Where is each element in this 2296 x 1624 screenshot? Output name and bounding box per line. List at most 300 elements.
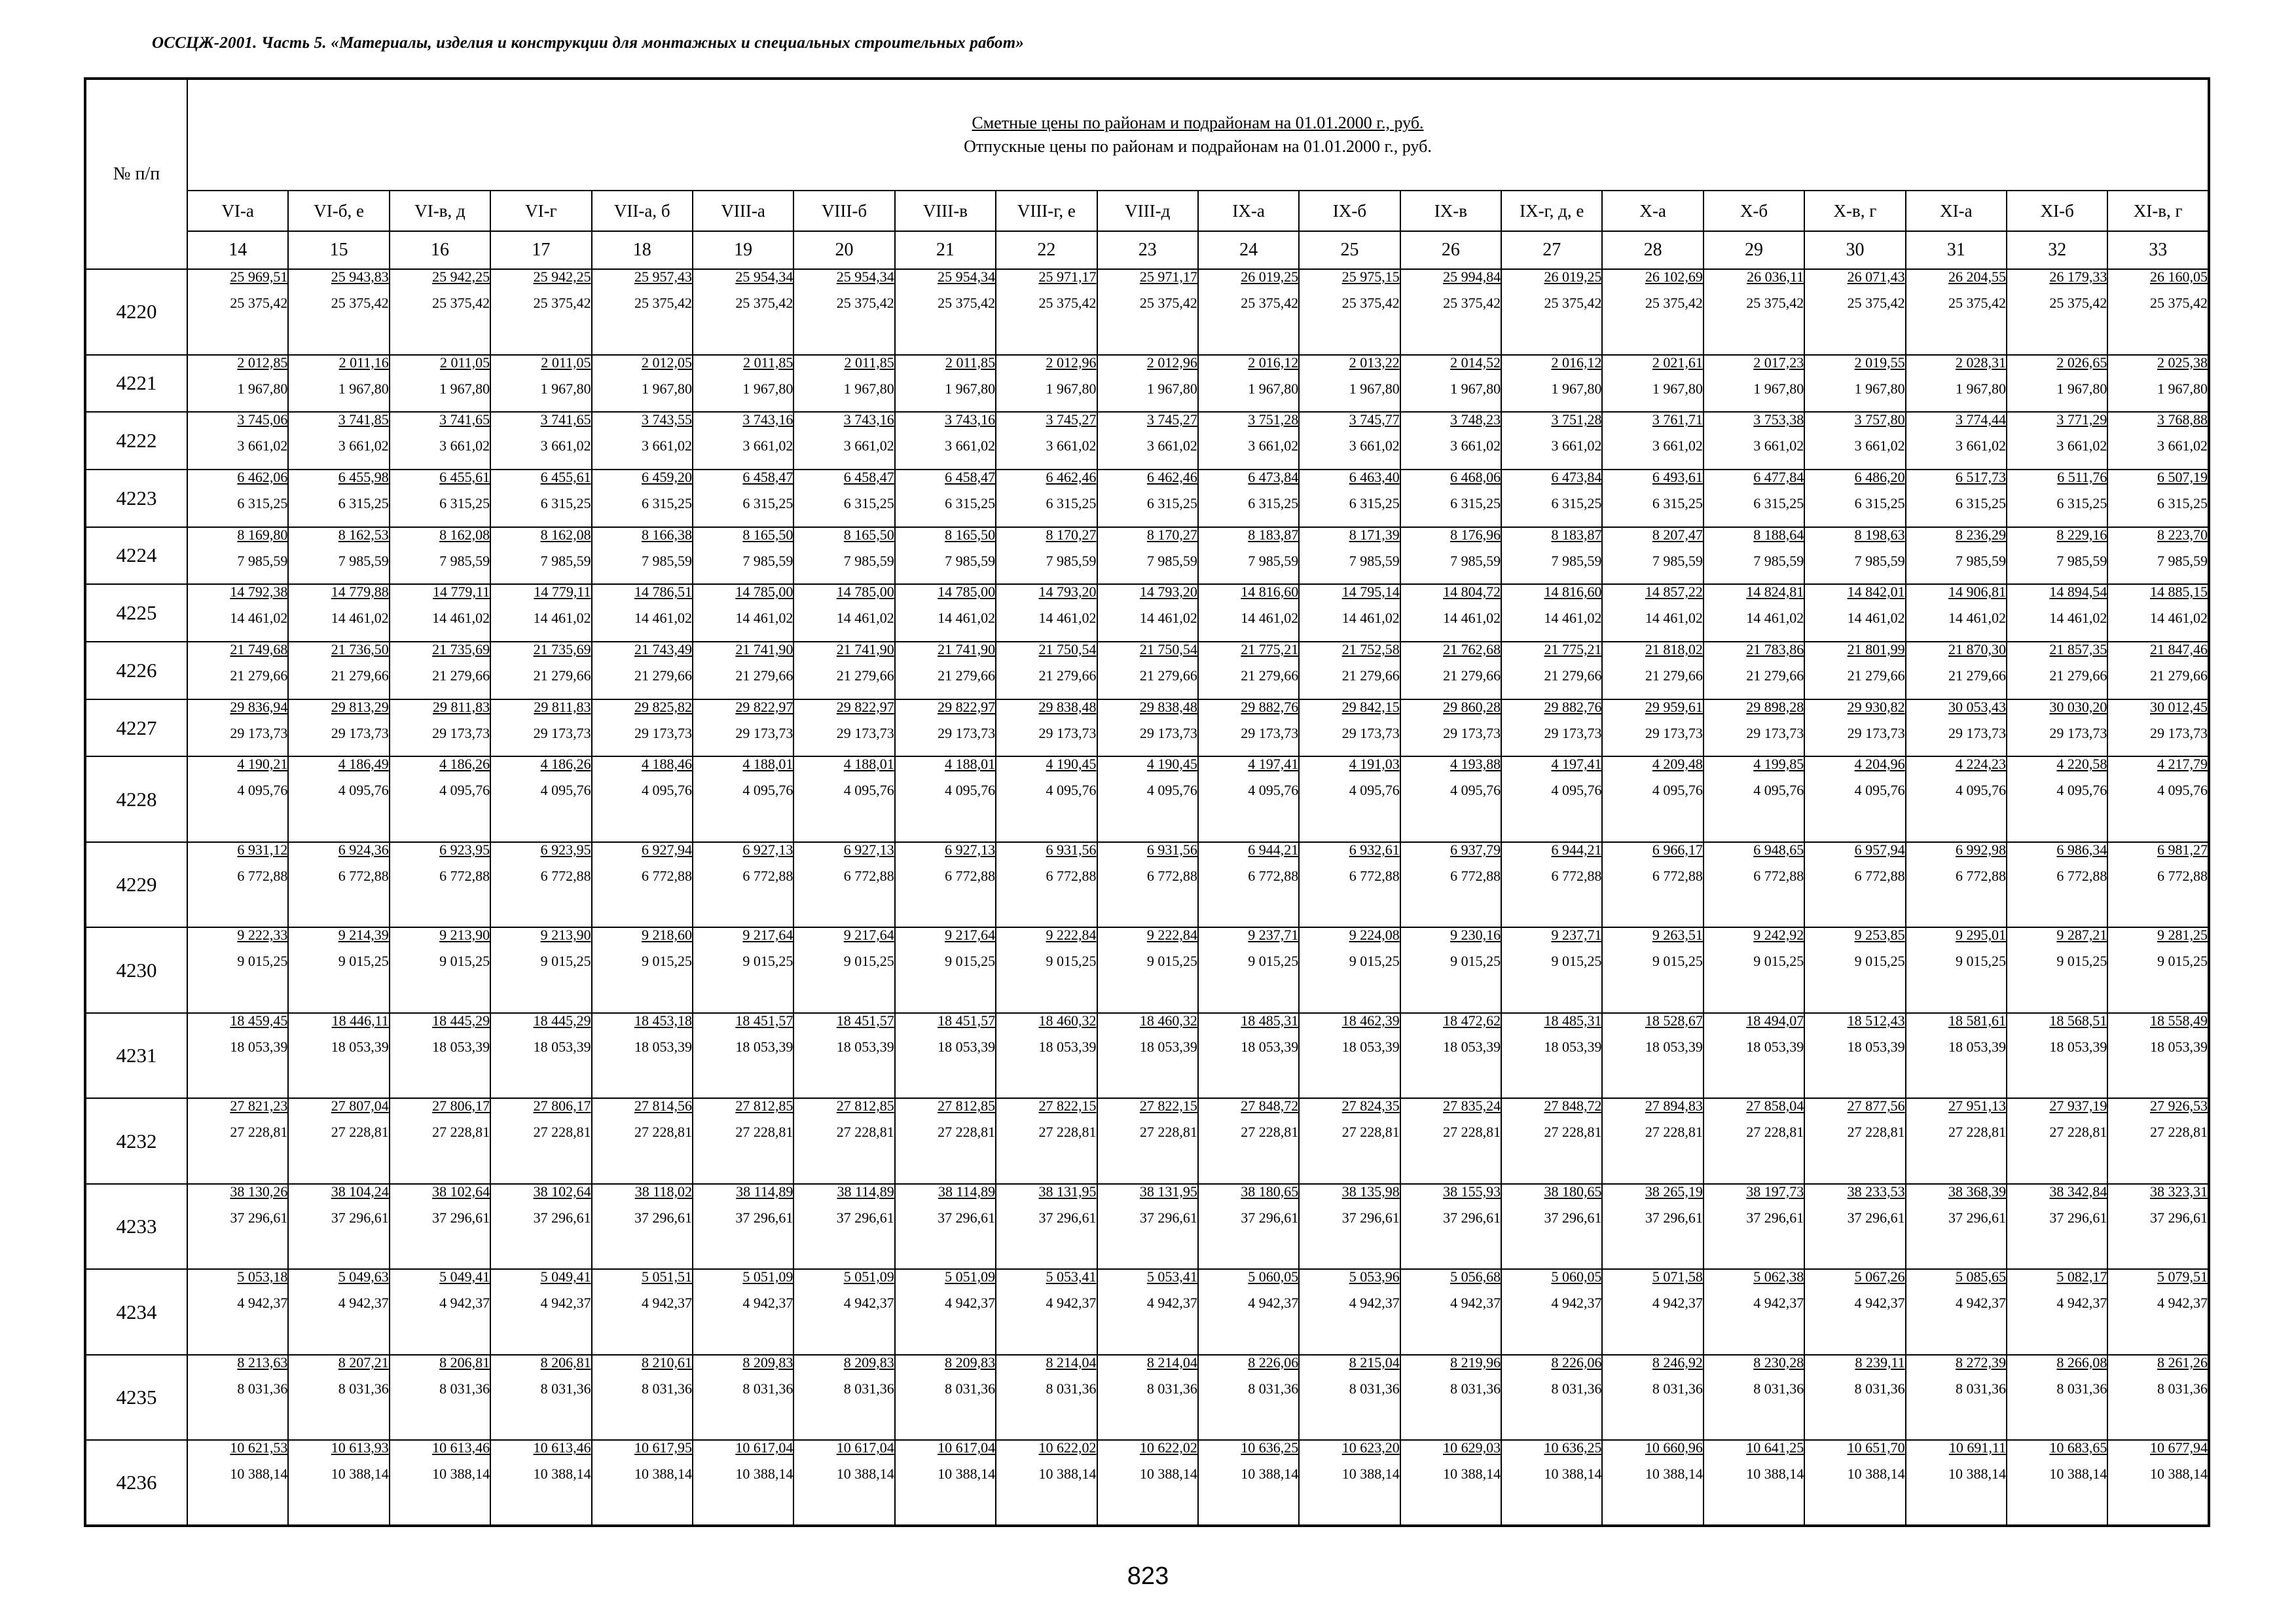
column-number: 20 xyxy=(793,231,894,269)
estimate-price: 6 459,20 xyxy=(641,468,692,485)
release-price: 14 461,02 xyxy=(938,610,996,627)
release-price: 6 772,88 xyxy=(1146,867,1197,884)
price-cell xyxy=(390,756,490,842)
estimate-price: 4 193,88 xyxy=(1450,756,1501,773)
estimate-price: 5 051,09 xyxy=(945,1268,996,1285)
price-cell xyxy=(1704,1098,1804,1184)
price-cell xyxy=(1704,1184,1804,1270)
estimate-price: 4 197,41 xyxy=(1551,756,1602,773)
estimate-price: 5 049,41 xyxy=(540,1268,591,1285)
estimate-price: 8 165,50 xyxy=(843,526,894,543)
price-cell xyxy=(1602,927,1703,1013)
estimate-price: 4 188,01 xyxy=(742,756,793,773)
release-price: 7 985,59 xyxy=(1753,552,1804,569)
release-price: 27 228,81 xyxy=(1746,1124,1804,1141)
estimate-price: 10 677,94 xyxy=(2150,1439,2208,1456)
price-cell xyxy=(490,584,591,642)
zone-header: VIII-в xyxy=(895,191,996,231)
price-cell xyxy=(1804,756,1905,842)
release-price: 29 173,73 xyxy=(1645,724,1703,741)
estimate-price: 38 135,98 xyxy=(1341,1183,1400,1200)
release-price: 3 661,02 xyxy=(2056,437,2107,454)
estimate-price: 6 462,46 xyxy=(1146,468,1197,485)
price-cell xyxy=(2107,1355,2209,1441)
estimate-price: 3 741,85 xyxy=(338,411,389,428)
estimate-price: 14 779,11 xyxy=(432,583,490,600)
price-cell xyxy=(592,1098,693,1184)
estimate-price: 26 160,05 xyxy=(2150,268,2208,285)
estimate-price: 30 012,45 xyxy=(2150,698,2208,715)
estimate-price: 8 206,81 xyxy=(439,1354,490,1371)
price-cell xyxy=(1400,1013,1501,1099)
release-price: 21 279,66 xyxy=(2049,667,2107,684)
price-cell xyxy=(2107,642,2209,699)
estimate-price: 8 219,96 xyxy=(1450,1354,1501,1371)
price-cell xyxy=(2107,1440,2209,1526)
column-number: 32 xyxy=(2007,231,2107,269)
release-price: 8 031,36 xyxy=(1652,1380,1703,1397)
release-price: 6 315,25 xyxy=(1046,494,1097,511)
price-cell xyxy=(1602,699,1703,757)
price-cell xyxy=(1198,1098,1299,1184)
estimate-price: 9 281,25 xyxy=(2157,927,2208,944)
release-price: 10 388,14 xyxy=(1139,1466,1197,1483)
price-cell xyxy=(2107,699,2209,757)
table-row xyxy=(85,699,2209,757)
price-cell xyxy=(996,1355,1097,1441)
table-row xyxy=(85,1098,2209,1184)
release-price: 4 095,76 xyxy=(1349,782,1400,799)
price-cell xyxy=(2007,1269,2107,1355)
estimate-price: 10 613,93 xyxy=(331,1439,389,1456)
price-cell xyxy=(996,412,1097,470)
estimate-price: 18 568,51 xyxy=(2049,1012,2107,1029)
price-cell xyxy=(1602,842,1703,928)
estimate-price: 6 463,40 xyxy=(1349,468,1400,485)
price-cell xyxy=(895,842,996,928)
estimate-price: 9 218,60 xyxy=(641,927,692,944)
row-number: 4221 xyxy=(85,355,187,413)
price-cell xyxy=(1501,842,1602,928)
price-cell xyxy=(1501,269,1602,355)
price-cell xyxy=(1501,412,1602,470)
estimate-price: 9 214,39 xyxy=(338,927,389,944)
zone-header: XI-б xyxy=(2007,191,2107,231)
price-cell xyxy=(1602,355,1703,413)
estimate-price: 21 801,99 xyxy=(1847,641,1905,658)
price-cell xyxy=(1704,1440,1804,1526)
release-price: 3 661,02 xyxy=(1551,437,1602,454)
estimate-price: 3 743,16 xyxy=(843,411,894,428)
price-cell xyxy=(1602,1184,1703,1270)
price-cell xyxy=(1602,269,1703,355)
estimate-price: 6 458,47 xyxy=(945,468,996,485)
release-price: 14 461,02 xyxy=(1443,610,1501,627)
release-price: 4 095,76 xyxy=(1046,782,1097,799)
price-cell xyxy=(390,412,490,470)
price-cell xyxy=(1299,1440,1400,1526)
price-cell xyxy=(996,1013,1097,1099)
row-number: 4220 xyxy=(85,269,187,355)
estimate-price: 9 287,21 xyxy=(2056,927,2107,944)
estimate-price: 18 453,18 xyxy=(634,1012,692,1029)
release-price: 37 296,61 xyxy=(1544,1209,1602,1226)
price-cell xyxy=(592,642,693,699)
release-price: 3 661,02 xyxy=(338,437,389,454)
table-row xyxy=(85,1440,2209,1526)
release-price: 4 095,76 xyxy=(641,782,692,799)
release-price: 27 228,81 xyxy=(1544,1124,1602,1141)
release-price: 8 031,36 xyxy=(1248,1380,1299,1397)
price-cell xyxy=(1704,584,1804,642)
release-price: 27 228,81 xyxy=(1948,1124,2007,1141)
release-price: 7 985,59 xyxy=(1248,552,1299,569)
release-price: 10 388,14 xyxy=(634,1466,692,1483)
release-price: 4 942,37 xyxy=(439,1295,490,1312)
estimate-price: 14 779,11 xyxy=(534,583,591,600)
release-price: 4 095,76 xyxy=(1956,782,2007,799)
price-cell xyxy=(1198,355,1299,413)
price-cell xyxy=(895,584,996,642)
price-cell xyxy=(1097,1184,1198,1270)
release-price: 6 772,88 xyxy=(742,867,793,884)
release-price: 37 296,61 xyxy=(432,1209,490,1226)
estimate-price: 14 793,20 xyxy=(1139,583,1197,600)
estimate-price: 8 165,50 xyxy=(945,526,996,543)
estimate-price: 3 741,65 xyxy=(540,411,591,428)
release-price: 21 279,66 xyxy=(432,667,490,684)
price-cell xyxy=(1400,470,1501,527)
estimate-price: 6 468,06 xyxy=(1450,468,1501,485)
estimate-price: 8 223,70 xyxy=(2157,526,2208,543)
estimate-price: 18 451,57 xyxy=(836,1012,894,1029)
estimate-price: 6 458,47 xyxy=(742,468,793,485)
release-price: 1 967,80 xyxy=(1450,380,1501,397)
release-price: 6 315,25 xyxy=(843,494,894,511)
price-cell xyxy=(693,642,793,699)
estimate-price: 14 785,00 xyxy=(735,583,793,600)
release-price: 6 772,88 xyxy=(1753,867,1804,884)
release-price: 10 388,14 xyxy=(230,1466,288,1483)
release-price: 29 173,73 xyxy=(2150,724,2208,741)
price-cell xyxy=(996,927,1097,1013)
estimate-price: 5 051,51 xyxy=(641,1268,692,1285)
estimate-price: 10 629,03 xyxy=(1443,1439,1501,1456)
release-price: 4 095,76 xyxy=(843,782,894,799)
price-cell xyxy=(793,1440,894,1526)
release-price: 29 173,73 xyxy=(1241,724,1299,741)
zone-header: XI-а xyxy=(1906,191,2007,231)
release-price: 8 031,36 xyxy=(338,1380,389,1397)
estimate-price: 38 130,26 xyxy=(230,1183,288,1200)
price-cell xyxy=(187,470,288,527)
price-cell xyxy=(1906,756,2007,842)
price-cell xyxy=(592,699,693,757)
price-cell xyxy=(2007,927,2107,1013)
price-cell xyxy=(1299,642,1400,699)
estimate-price: 4 199,85 xyxy=(1753,756,1804,773)
price-cell xyxy=(2007,527,2107,585)
estimate-price: 6 931,56 xyxy=(1046,841,1097,858)
release-price: 4 095,76 xyxy=(540,782,591,799)
price-cell xyxy=(288,842,389,928)
estimate-price: 18 446,11 xyxy=(331,1012,389,1029)
price-cell xyxy=(390,1440,490,1526)
price-cell xyxy=(2107,470,2209,527)
release-price: 1 967,80 xyxy=(945,380,996,397)
price-cell xyxy=(1804,1098,1905,1184)
release-price: 1 967,80 xyxy=(439,380,490,397)
release-price: 3 661,02 xyxy=(945,437,996,454)
release-price: 4 942,37 xyxy=(641,1295,692,1312)
price-cell xyxy=(1804,269,1905,355)
estimate-price: 10 636,25 xyxy=(1544,1439,1602,1456)
release-price: 6 315,25 xyxy=(1551,494,1602,511)
price-cell xyxy=(1400,269,1501,355)
estimate-price: 4 190,45 xyxy=(1046,756,1097,773)
release-price: 4 942,37 xyxy=(1854,1295,1905,1312)
price-cell xyxy=(1299,412,1400,470)
estimate-price: 2 012,96 xyxy=(1146,354,1197,371)
estimate-price: 14 816,60 xyxy=(1241,583,1299,600)
price-cell xyxy=(2107,355,2209,413)
release-price: 10 388,14 xyxy=(1746,1466,1804,1483)
estimate-price: 8 170,27 xyxy=(1046,526,1097,543)
price-cell xyxy=(996,269,1097,355)
price-cell xyxy=(1804,584,1905,642)
price-cell xyxy=(1299,1184,1400,1270)
estimate-price: 5 060,05 xyxy=(1248,1268,1299,1285)
zone-header: VIII-а xyxy=(693,191,793,231)
release-price: 3 661,02 xyxy=(2157,437,2208,454)
release-price: 4 095,76 xyxy=(2157,782,2208,799)
release-price: 29 173,73 xyxy=(836,724,894,741)
estimate-price: 26 036,11 xyxy=(1747,268,1804,285)
column-number: 28 xyxy=(1602,231,1703,269)
estimate-price: 38 180,65 xyxy=(1544,1183,1602,1200)
release-price: 6 772,88 xyxy=(1349,867,1400,884)
row-number: 4222 xyxy=(85,412,187,470)
price-cell xyxy=(1097,269,1198,355)
price-cell xyxy=(1804,842,1905,928)
estimate-price: 3 748,23 xyxy=(1450,411,1501,428)
estimate-price: 14 793,20 xyxy=(1038,583,1097,600)
estimate-price: 14 785,00 xyxy=(938,583,996,600)
release-price: 1 967,80 xyxy=(1854,380,1905,397)
release-price: 25 375,42 xyxy=(1544,295,1602,311)
estimate-price: 6 981,27 xyxy=(2157,841,2208,858)
price-cell xyxy=(1299,1269,1400,1355)
price-cell xyxy=(390,584,490,642)
estimate-price: 27 812,85 xyxy=(938,1098,996,1115)
price-cell xyxy=(895,927,996,1013)
release-price: 27 228,81 xyxy=(634,1124,692,1141)
estimate-price: 8 209,83 xyxy=(945,1354,996,1371)
release-price: 1 967,80 xyxy=(1551,380,1602,397)
release-price: 1 967,80 xyxy=(1956,380,2007,397)
price-cell xyxy=(1804,1269,1905,1355)
estimate-price: 21 735,69 xyxy=(432,641,490,658)
release-price: 4 942,37 xyxy=(945,1295,996,1312)
release-price: 25 375,42 xyxy=(2150,295,2208,311)
release-price: 25 375,42 xyxy=(836,295,894,311)
estimate-price: 29 811,83 xyxy=(432,698,490,715)
estimate-price: 8 261,26 xyxy=(2157,1354,2208,1371)
estimate-price: 2 011,85 xyxy=(945,354,996,371)
estimate-price: 10 622,02 xyxy=(1139,1439,1197,1456)
estimate-price: 10 617,04 xyxy=(836,1439,894,1456)
estimate-price: 29 882,76 xyxy=(1544,698,1602,715)
price-cell xyxy=(1299,927,1400,1013)
estimate-price: 29 959,61 xyxy=(1645,698,1703,715)
release-price: 29 173,73 xyxy=(533,724,591,741)
release-price: 14 461,02 xyxy=(1341,610,1400,627)
price-cell xyxy=(1804,355,1905,413)
price-cell xyxy=(1906,1440,2007,1526)
price-cell xyxy=(1400,412,1501,470)
zone-header: IX-а xyxy=(1198,191,1299,231)
release-price: 25 375,42 xyxy=(331,295,389,311)
release-price: 10 388,14 xyxy=(432,1466,490,1483)
zone-header: VI-г xyxy=(490,191,591,231)
price-cell xyxy=(288,355,389,413)
estimate-price: 5 051,09 xyxy=(742,1268,793,1285)
estimate-price: 8 165,50 xyxy=(742,526,793,543)
estimate-price: 6 948,65 xyxy=(1753,841,1804,858)
release-price: 9 015,25 xyxy=(1551,953,1602,970)
price-cell xyxy=(793,1269,894,1355)
estimate-price: 27 822,15 xyxy=(1139,1098,1197,1115)
release-price: 8 031,36 xyxy=(742,1380,793,1397)
estimate-price: 6 473,84 xyxy=(1551,468,1602,485)
release-price: 4 942,37 xyxy=(1450,1295,1501,1312)
estimate-price: 38 233,53 xyxy=(1847,1183,1905,1200)
release-price: 18 053,39 xyxy=(1544,1038,1602,1055)
price-cell xyxy=(288,699,389,757)
estimate-price: 29 836,94 xyxy=(230,698,288,715)
table-row xyxy=(85,756,2209,842)
release-price: 27 228,81 xyxy=(1139,1124,1197,1141)
release-price: 1 967,80 xyxy=(2056,380,2107,397)
estimate-price: 3 743,16 xyxy=(742,411,793,428)
estimate-price: 5 053,96 xyxy=(1349,1268,1400,1285)
release-price: 6 315,25 xyxy=(1349,494,1400,511)
estimate-price: 21 741,90 xyxy=(735,641,793,658)
zone-header: VI-а xyxy=(187,191,288,231)
release-price: 25 375,42 xyxy=(1241,295,1299,311)
estimate-price: 21 741,90 xyxy=(836,641,894,658)
estimate-price: 3 771,29 xyxy=(2056,411,2107,428)
estimate-price: 3 745,06 xyxy=(237,411,288,428)
release-price: 4 942,37 xyxy=(338,1295,389,1312)
zone-header: VIII-б xyxy=(793,191,894,231)
price-cell xyxy=(1602,1013,1703,1099)
estimate-price: 4 224,23 xyxy=(1956,756,2007,773)
release-price: 25 375,42 xyxy=(1847,295,1905,311)
release-price: 18 053,39 xyxy=(230,1038,288,1055)
estimate-price: 8 176,96 xyxy=(1450,526,1501,543)
estimate-price: 27 812,85 xyxy=(735,1098,793,1115)
price-cell xyxy=(1501,1098,1602,1184)
release-price: 7 985,59 xyxy=(237,552,288,569)
price-cell xyxy=(1704,1013,1804,1099)
estimate-price: 3 745,27 xyxy=(1046,411,1097,428)
release-price: 3 661,02 xyxy=(1146,437,1197,454)
estimate-price: 6 931,12 xyxy=(237,841,288,858)
estimate-price: 3 743,55 xyxy=(641,411,692,428)
table-title xyxy=(187,79,2209,191)
estimate-price: 6 944,21 xyxy=(1551,841,1602,858)
release-price: 21 279,66 xyxy=(1645,667,1703,684)
estimate-price: 18 485,31 xyxy=(1544,1012,1602,1029)
column-number: 17 xyxy=(490,231,591,269)
release-price: 9 015,25 xyxy=(2056,953,2107,970)
row-number: 4232 xyxy=(85,1098,187,1184)
price-cell xyxy=(1097,756,1198,842)
release-price: 6 315,25 xyxy=(2056,494,2107,511)
release-price: 4 942,37 xyxy=(742,1295,793,1312)
estimate-price: 6 966,17 xyxy=(1652,841,1703,858)
release-price: 21 279,66 xyxy=(1544,667,1602,684)
estimate-price: 4 191,03 xyxy=(1349,756,1400,773)
zone-header: X-в, г xyxy=(1804,191,1905,231)
price-cell xyxy=(1400,927,1501,1013)
estimate-price: 8 229,16 xyxy=(2056,526,2107,543)
estimate-price: 5 049,63 xyxy=(338,1268,389,1285)
estimate-price: 30 053,43 xyxy=(1948,698,2007,715)
price-cell xyxy=(2107,927,2209,1013)
price-cell xyxy=(1198,527,1299,585)
price-cell xyxy=(390,699,490,757)
release-price: 25 375,42 xyxy=(533,295,591,311)
price-cell xyxy=(2007,1440,2107,1526)
title-release-prices: Отпускные цены по районам и подрайонам на 01.01.2000 г., руб. xyxy=(964,137,1432,156)
price-cell xyxy=(1198,412,1299,470)
estimate-price: 27 835,24 xyxy=(1443,1098,1501,1115)
price-cell xyxy=(288,1098,389,1184)
row-number: 4226 xyxy=(85,642,187,699)
estimate-price: 6 477,84 xyxy=(1753,468,1804,485)
price-cell xyxy=(895,470,996,527)
release-price: 14 461,02 xyxy=(1038,610,1097,627)
release-price: 9 015,25 xyxy=(1146,953,1197,970)
price-cell xyxy=(1501,470,1602,527)
column-number: 23 xyxy=(1097,231,1198,269)
release-price: 1 967,80 xyxy=(1753,380,1804,397)
release-price: 6 315,25 xyxy=(338,494,389,511)
estimate-price: 8 183,87 xyxy=(1551,526,1602,543)
price-cell xyxy=(1400,699,1501,757)
price-cell xyxy=(1198,1440,1299,1526)
estimate-price: 4 220,58 xyxy=(2056,756,2107,773)
release-price: 14 461,02 xyxy=(1948,610,2007,627)
estimate-price: 6 927,94 xyxy=(641,841,692,858)
price-cell xyxy=(1602,756,1703,842)
price-cell xyxy=(895,1184,996,1270)
release-price: 21 279,66 xyxy=(634,667,692,684)
estimate-price: 38 368,39 xyxy=(1948,1183,2007,1200)
column-number: 33 xyxy=(2107,231,2209,269)
estimate-price: 8 206,81 xyxy=(540,1354,591,1371)
price-cell xyxy=(1400,842,1501,928)
release-price: 18 053,39 xyxy=(533,1038,591,1055)
estimate-price: 6 493,61 xyxy=(1652,468,1703,485)
release-price: 21 279,66 xyxy=(1746,667,1804,684)
release-price: 21 279,66 xyxy=(331,667,389,684)
price-cell xyxy=(490,1440,591,1526)
release-price: 37 296,61 xyxy=(1847,1209,1905,1226)
release-price: 18 053,39 xyxy=(2049,1038,2107,1055)
